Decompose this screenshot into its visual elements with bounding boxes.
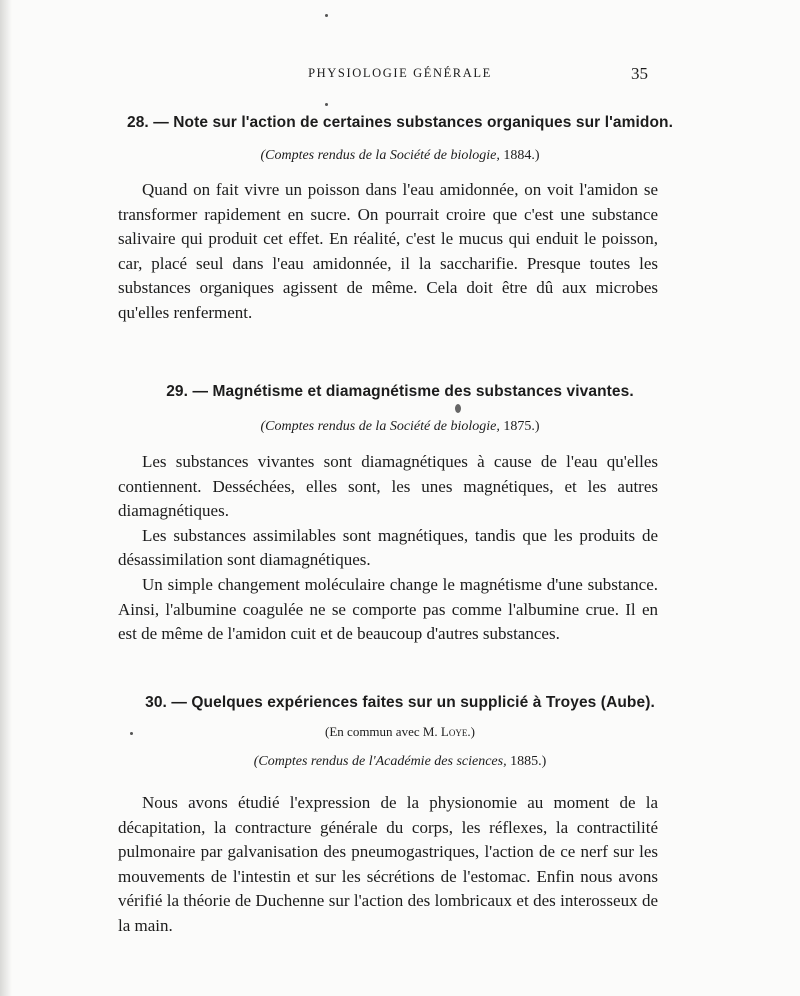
collab-suffix: .) <box>467 724 475 739</box>
source-year: 1875.) <box>499 419 540 434</box>
section-29 <box>0 382 800 436</box>
section-30-title <box>0 693 800 713</box>
section-28-source <box>0 147 800 165</box>
paragraph: Nous avons étudié l'expression de la physionomie au moment de la décapitation, la contracture générale du corps, les réflexes, la contractilité pulmonaire par galvanisation des pneumogastriques, l'action de ce nerf sur les mouvements de l'intestin et sur les sécrétions de l'estomac. Enfin nous avons vérifié la théorie de Duchenne sur l'action des lombricaux et des interosseux de la main. <box>118 793 658 935</box>
section-number: 28. <box>126 114 149 131</box>
paragraph: Les substances assimilables sont magnétiques, tandis que les produits de désassimilation sont diamagnétiques. <box>118 525 658 570</box>
scan-speck <box>455 404 461 413</box>
section-title-text: — Note sur l'action de certaines substances organiques sur l'amidon. <box>153 114 674 131</box>
source-year: 1885.) <box>506 754 547 769</box>
running-title: PHYSIOLOGIE GÉNÉRALE <box>308 66 492 80</box>
collab-name: Loye <box>440 724 468 739</box>
section-29-title <box>0 382 800 402</box>
section-29-source <box>0 418 800 436</box>
section-30-collaboration <box>0 723 800 741</box>
scan-speck <box>325 103 328 106</box>
section-30 <box>0 693 800 771</box>
source-citation: (Comptes rendus de la Société de biologie, <box>260 148 500 163</box>
section-30-body <box>118 791 658 939</box>
scan-speck <box>325 14 328 17</box>
page-number: 35 <box>631 64 648 83</box>
section-title-text: — Magnétisme et diamagnétisme des substances vivantes. <box>192 383 634 400</box>
collab-prefix: (En commun avec M. <box>325 724 441 739</box>
source-citation: (Comptes rendus de l'Académie des sciences, <box>253 754 507 769</box>
scan-speck <box>130 732 133 735</box>
section-number: 30. <box>145 694 167 711</box>
section-30-source <box>0 753 800 771</box>
running-head <box>0 66 800 86</box>
section-29-body <box>118 450 658 647</box>
paragraph: Un simple changement moléculaire change le magnétisme d'une substance. Ainsi, l'albumine coagulée ne se comporte pas comme l'albumine crue. Il en est de même de l'amidon cuit et de beaucoup d'autres substances. <box>118 574 658 644</box>
section-28 <box>0 113 800 165</box>
paragraph: Quand on fait vivre un poisson dans l'eau amidonnée, on voit l'amidon se transformer rapidement en sucre. On pourrait croire que c'est une substance salivaire qui produit cet effet. En réalité, c'est le mucus qui enduit le poisson, car, placé seul dans l'eau amidonnée, il la saccharifie. Presque toutes les substances organiques agissent de même. Cela doit être dû aux microbes qu'elles renferment. <box>118 180 658 322</box>
section-28-title <box>0 113 800 133</box>
section-title-text: — Quelques expériences faites sur un supplicié à Troyes (Aube). <box>171 694 655 711</box>
source-citation: (Comptes rendus de la Société de biologie, <box>260 419 500 434</box>
paragraph: Les substances vivantes sont diamagnétiques à cause de l'eau qu'elles contiennent. Desséchées, elles sont, les unes magnétiques, et les autres diamagnétiques. <box>118 452 658 521</box>
section-28-body <box>118 178 658 326</box>
section-number: 29. <box>166 383 189 400</box>
source-year: 1884.) <box>499 148 540 163</box>
